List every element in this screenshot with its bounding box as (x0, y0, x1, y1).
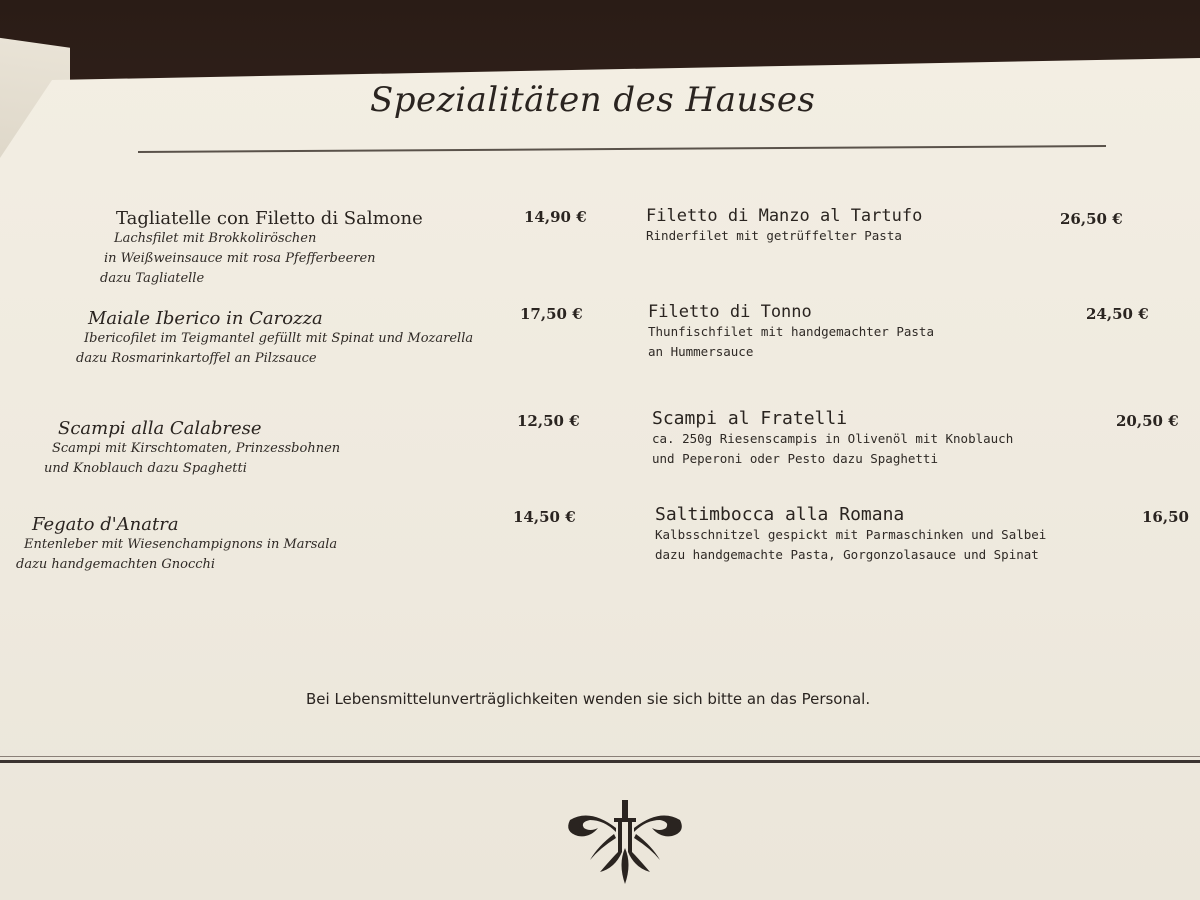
dish-name: Scampi al Fratelli (652, 408, 848, 429)
dish-description: dazu handgemachte Pasta, Gorgonzolasauce und Spinat (655, 547, 1039, 562)
dish-description: ca. 250g Riesenscampis in Olivenöl mit Knoblauch (652, 431, 1014, 446)
dish-item (76, 308, 474, 369)
dish-item (44, 418, 341, 479)
dish-price: 24,50 € (1086, 305, 1149, 323)
dish-item (652, 408, 1013, 469)
dish-price: 20,50 € (1116, 412, 1179, 430)
bottom-divider (0, 760, 1200, 763)
dish-name: Tagliatelle con Filetto di Salmone (116, 208, 423, 229)
page-title: Spezialitäten des Hauses (370, 80, 816, 120)
dish-item (16, 514, 338, 575)
menu-page (0, 58, 1200, 900)
bottom-divider-thin (0, 756, 1200, 757)
dish-description: dazu Tagliatelle (100, 271, 205, 286)
dish-name: Fegato d'Anatra (32, 514, 179, 535)
dish-description: Thunfischfilet mit handgemachter Pasta (648, 324, 934, 339)
dish-name: Saltimbocca alla Romana (655, 504, 905, 525)
dish-name: Filetto di Manzo al Tartufo (646, 206, 923, 226)
dish-item (648, 302, 934, 362)
dish-description: Ibericofilet im Teigmantel gefüllt mit Spinat und Mozarella (84, 331, 474, 346)
dish-name: Filetto di Tonno (648, 302, 812, 322)
dish-price: 14,90 € (524, 208, 587, 226)
dish-name: Scampi alla Calabrese (58, 418, 262, 439)
dish-name: Maiale Iberico in Carozza (88, 308, 323, 329)
dish-description: und Peperoni oder Pesto dazu Spaghetti (652, 451, 938, 466)
dish-item (646, 206, 922, 246)
dish-description: Kalbsschnitzel gespickt mit Parmaschinken und Salbei (655, 527, 1047, 542)
dish-item (100, 208, 423, 289)
dish-price: 14,50 € (513, 508, 576, 526)
dish-price: 17,50 € (520, 305, 583, 323)
dish-price: 16,50 (1142, 508, 1189, 526)
dish-description: Rinderfilet mit getrüffelter Pasta (646, 228, 902, 243)
fleur-de-lis-ornament-icon (560, 798, 690, 892)
dish-description: und Knoblauch dazu Spaghetti (44, 461, 247, 476)
dish-description: Scampi mit Kirschtomaten, Prinzessbohnen (52, 441, 341, 456)
dish-price: 12,50 € (517, 412, 580, 430)
dish-description: dazu Rosmarinkartoffel an Pilzsauce (76, 351, 317, 366)
dish-description: an Hummersauce (648, 344, 754, 359)
dish-description: in Weißweinsauce mit rosa Pfefferbeeren (104, 251, 376, 266)
dish-item (655, 504, 1046, 565)
dish-price: 26,50 € (1060, 210, 1123, 228)
dish-description: Lachsfilet mit Brokkoliröschen (114, 231, 317, 246)
allergy-notice: Bei Lebensmittelunverträglichkeiten wenden sie sich bitte an das Personal. (306, 690, 871, 708)
dish-description: dazu handgemachten Gnocchi (16, 557, 216, 572)
dish-description: Entenleber mit Wiesenchampignons in Marsala (24, 537, 338, 552)
